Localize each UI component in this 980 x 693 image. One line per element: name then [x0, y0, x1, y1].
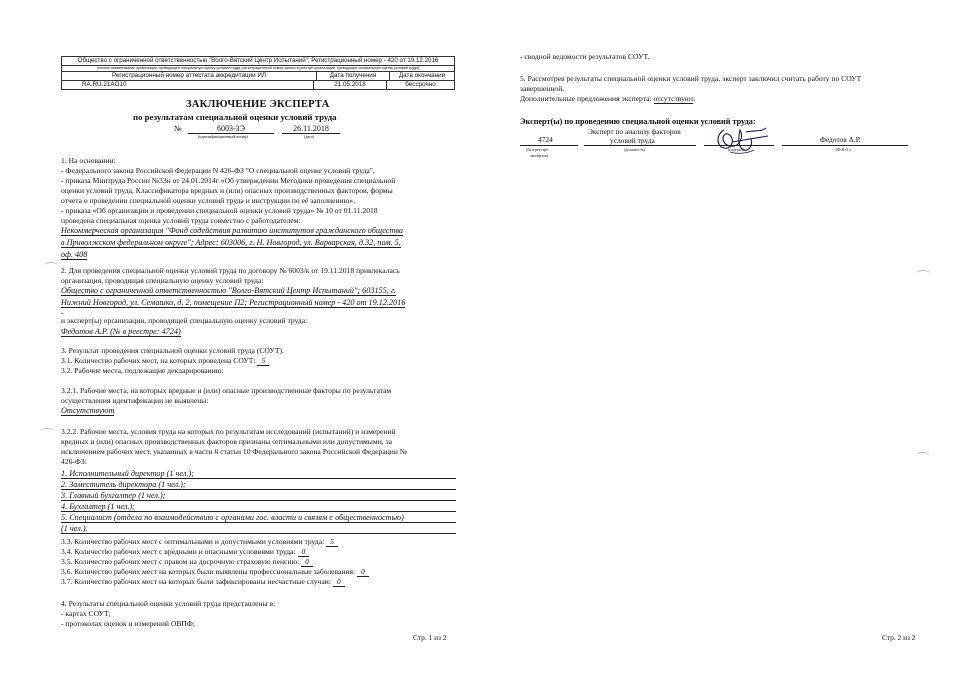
job-item: 5. Специалист (отдела по взаимодействию с органами гос. власти и связям с общественностью) — [61, 513, 456, 523]
section-3-7-value: 0 — [333, 577, 345, 587]
job-item: 2. Заместитель директора (1 чел.); — [61, 480, 456, 490]
doc-subtitle: по результатам специальной оценки условий труда — [133, 112, 337, 122]
section-3-4-label: 3.4. Количество рабочих мест с вредными и опасными условиями труда: — [61, 547, 296, 556]
section-3-2-2b: вредных и (или) опасных производственных факторов признаны оптимальными или допустимыми, за — [61, 437, 392, 446]
p2-extra-label: Дополнительные предложения эксперта: — [520, 94, 652, 103]
section-3-4 — [61, 547, 309, 556]
header-table — [61, 56, 455, 90]
date-caption: (дата) — [304, 134, 314, 139]
number-caption: (идентификационный номер) — [198, 134, 248, 139]
absent-value: Отсутствуют — [61, 406, 115, 415]
scan-artifact — [40, 428, 54, 435]
section-4: 4. Результаты специальной оценки условий труда представлены в: — [61, 599, 276, 608]
header-reg-value: RA.RU.21AO10 — [62, 81, 314, 89]
section-3-2-2d: 426-ФЗ: — [61, 457, 87, 466]
section-1: 1. На основании: — [61, 156, 116, 165]
expert-reg-no: 4724 — [538, 135, 553, 144]
section-1b-line3: отчета о проведении специальной оценки условий труда и инструкции по её заполнению», — [61, 196, 355, 205]
section-3-1 — [61, 356, 269, 365]
dash: - — [61, 308, 64, 317]
cap-sign: (подпись) — [728, 147, 745, 152]
experts-title: Эксперт(ы) по проведению специальной оценки условий труда: — [520, 117, 756, 126]
section-1d: проведена специальная оценка условий труда совместно с работодателем: — [61, 216, 301, 225]
section-4b: - протоколах оценок и измерений ОВПФ; — [61, 619, 196, 628]
section-3-1-label: 3.1. Количество рабочих мест, на которых проведена СОУТ: — [61, 356, 256, 365]
expert-position-1: Эксперт по анализу факторов — [588, 127, 681, 136]
section-3-7-label: 3.7. Количество рабочих мест на которых были зафиксированы несчастные случаи: — [61, 577, 331, 586]
page-2 — [490, 0, 980, 693]
section-3-6 — [61, 567, 369, 576]
job-item: 3. Главный бухгалтер (1 чел.); — [61, 491, 456, 501]
page-number-2: Стр. 2 из 2 — [882, 633, 916, 642]
cap-name: (Ф.И.О.) — [836, 147, 851, 152]
p2-section-5b: завершенной. — [520, 84, 565, 93]
position-line — [584, 145, 696, 146]
section-3-2-1b: осуществления идентификации не выявлены: — [61, 396, 209, 405]
page-number-1: Стр. 1 из 2 — [413, 633, 447, 642]
section-2b: организация, проводящая специальную оценку условий труда: — [61, 276, 264, 285]
header-col-reg: Регистрационный номер аттестата аккредитации ИЛ — [62, 72, 317, 80]
section-3-3 — [61, 537, 338, 546]
p2-line-1: - сводной ведомости результатов СОУТ. — [520, 52, 650, 61]
job-item: (1 чел.). — [61, 524, 456, 534]
section-1a: - Федерального закона Российской Федерации N 426-ФЗ "О специальной оценке условий труда", — [61, 166, 375, 175]
section-3-2: 3.2. Рабочие места, подлежащие декларированию: — [61, 366, 224, 375]
p2-section-5a: 5. Рассмотрев результаты специальной оценки условий труда, эксперт заключил считать работу по СОУТ — [520, 74, 862, 83]
org-line-1: Общество с ограниченной ответственностью "Волго-Вятский Центр Испытаний"; 603155, г. — [61, 286, 396, 295]
reg-line — [520, 145, 578, 146]
scan-artifact — [916, 270, 930, 277]
section-2c: и эксперт(ы) организации, проводящей специальную оценку условий труда: — [61, 316, 308, 325]
scan-artifact — [44, 262, 58, 269]
section-1c: - приказа «Об организации и проведении специальной оценки условий труда» № 10 от 01.11.2018 — [61, 206, 378, 215]
section-3-2-2c: исключением рабочих мест, указанных в части 6 статьи 10 Федерального закона Российской Федерации № — [61, 447, 408, 456]
section-3-7 — [61, 577, 345, 586]
doc-number: 6003-ЗЭ — [188, 124, 274, 134]
expert-line: Федотов А.Р. (№ в реестре: 4724) — [61, 327, 181, 336]
header-end-value: бессрочно — [405, 80, 436, 88]
expert-position-2: условий труда — [610, 136, 655, 145]
section-3-6-label: 3.6. Количество рабочих мест на которых были выявлены профессиональные заболевания: — [61, 567, 356, 576]
header-col-end: Дата окончания — [398, 71, 446, 79]
job-item: 4. Бухгалтер (1 чел.); — [61, 502, 456, 512]
scan-artifact — [916, 452, 930, 459]
expert-name: Федотов А.Р. — [820, 135, 861, 144]
section-3-3-value: 5 — [326, 537, 338, 547]
cap-reg-2: экспертов) — [530, 153, 549, 158]
section-1b-line2: оценки условий труда, Классификатора вредных и (или) опасных производственных факторов, формы — [61, 186, 393, 195]
doc-title: ЗАКЛЮЧЕНИЕ ЭКСПЕРТА — [186, 99, 330, 110]
section-3-2-1a: 3.2.1. Рабочие места, на которых вредные и (или) опасные производственные факторы по результатам — [61, 386, 392, 395]
employer-line-1: Некоммерческая организация "Фонд содействия развитию институтов гражданского общества — [61, 226, 403, 235]
p2-extra: Дополнительные предложения эксперта: отсутствуют. — [520, 94, 696, 103]
header-recv-value: 21.05.2018 — [314, 81, 387, 89]
section-1b-line1: - приказа Минтруда России №33н от 24.01.2014г «Об утверждении Методики проведения специальной — [61, 176, 396, 185]
section-3-1-value: 5 — [257, 356, 269, 366]
p2-extra-value: отсутствуют — [653, 94, 694, 103]
section-3: 3. Результат проведения специальной оценки условий труда (СОУТ). — [61, 346, 284, 355]
header-col-recv: Дата получения — [317, 72, 390, 80]
cap-reg-1: (№ в реестре — [526, 147, 549, 152]
employer-line-3: оф. 408 — [61, 250, 88, 259]
header-org: Общество с ограниченной ответственностью "Волго-Вятский Центр Испытаний"; Регистрационный номер - 420 от 19.12.2016 — [77, 57, 439, 64]
section-3-2-2a: 3.2.2. Рабочие места, условия труда на которых по результатам исследований (испытаний) и измерений — [61, 427, 396, 436]
section-4a: - картах СОУТ; — [61, 609, 111, 618]
cap-position: (должность) — [624, 147, 645, 152]
section-3-5-label: 3.5. Количество рабочих мест с правом на досрочную страховую пенсию: — [61, 557, 300, 566]
section-3-4-value: 0 — [298, 547, 310, 557]
name-line — [782, 145, 908, 146]
org-line-2: Нижний Новгород, ул. Семашко, д. 2, помещение П2; Регистрационный номер - 420 от 19.12.2016 — [61, 298, 406, 307]
section-2a: 2. Для проведения специальной оценки условий труда по договору № 6003/к от 19.11.2018 привлекалась — [61, 266, 400, 275]
section-3-5 — [61, 557, 313, 566]
job-item: 1. Исполнительный директор (1 чел.); — [61, 469, 456, 479]
section-3-3-label: 3.3. Количество рабочих мест с оптимальными и допустимыми условиями труда: — [61, 537, 325, 546]
section-3-6-value: 0 — [357, 567, 369, 577]
header-org-caption: (полное наименование организации, проводящей специальную оценку условий труда, регистрационный номер записи в реестре организаций, проводящих специальную оценку условий труда) — [96, 66, 420, 70]
section-3-5-value: 0 — [301, 557, 313, 567]
number-prefix: № — [174, 124, 182, 133]
doc-date: 26.11.2018 — [282, 124, 340, 134]
signature-icon — [710, 124, 774, 158]
employer-line-2: в Приволжском федеральном округе"; Адрес: 603006, г. Н. Новгород, ул. Варварская, д.32, пом. 5, — [61, 238, 401, 247]
